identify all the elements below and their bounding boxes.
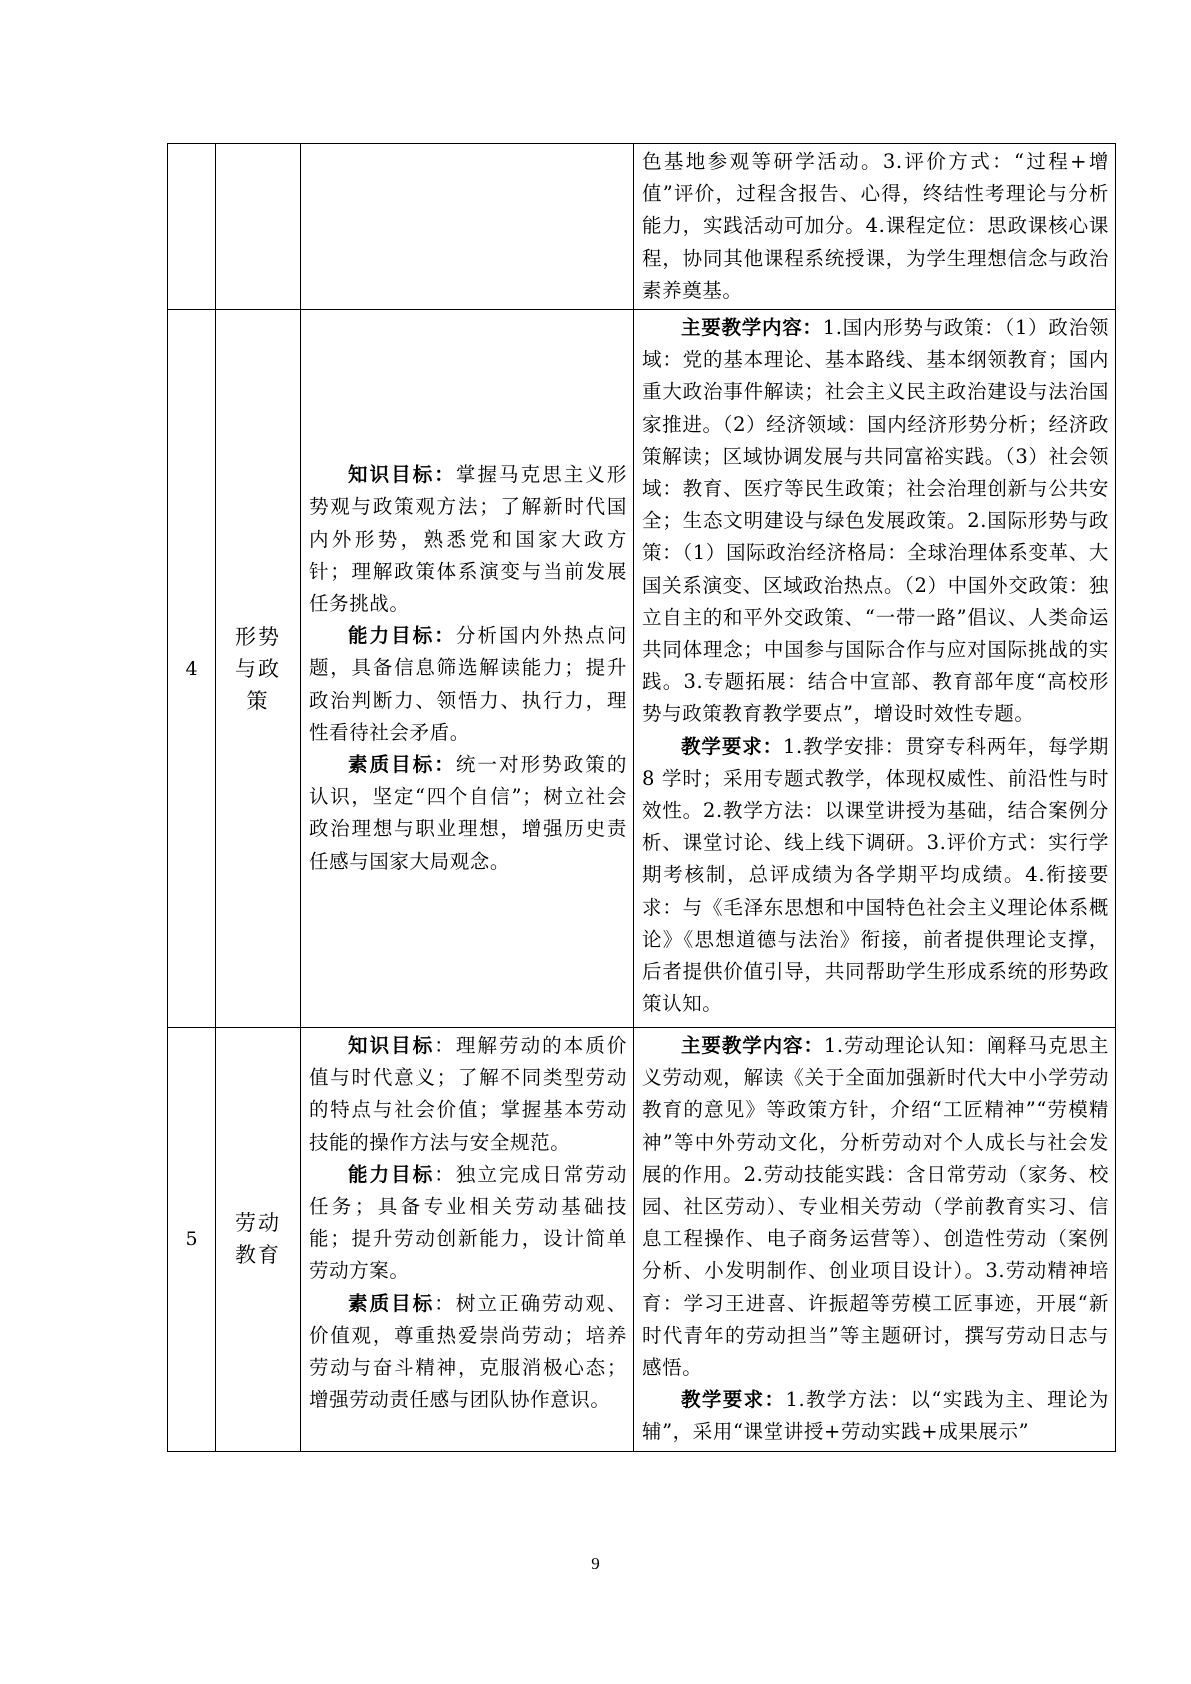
content-paragraph xyxy=(642,1384,1109,1448)
content-body: 1.劳动理论认知：阐释马克思主义劳动观，解读《关于全面加强新时代大中小学劳动教育的意见》等政策方针，介绍“工匠精神”“劳模精神”等中外劳动文化，分析劳动对个人成长与社会发展的作用。2.劳动技能实践：含日常劳动（家务、校园、社区劳动）、专业相关劳动（学前教育实习、信息工程操作、电子商务运营等）、创造性劳动（案例分析、小发明制作、创业项目设计）。3.劳动精神培育：学习王进喜、许振超等劳模工匠事迹，开展“新时代青年的劳动担当”等主题研讨，撰写劳动日志与感悟。 xyxy=(642,1034,1110,1380)
objective-label: 能力目标 xyxy=(348,1162,435,1186)
content-body: 1.国内形势与政策：（1）政治领域：党的基本理论、基本路线、基本纲领教育；国内重大政治事件解读；社会主义民主政治建设与法治国家推进。（2）经济领域：国内经济形势分析；经济政策解读；区域协调发展与共同富裕实践。（3）社会领域：教育、医疗等民生政策；社会治理创新与公共安全；生态文明建设与绿色发展政策。2.国际形势与政策：（1）国际政治经济格局：全球治理体系变革、大国关系演变、区域政治热点。（2）中国外交政策：独立自主的和平外交政策、“一带一路”倡议、人类命运共同体理念；中国参与国际合作与应对国际挑战的实践。3.专题拓展：结合中宣部、教育部年度“高校形势与政策教育教学要点”，增设时效性专题。 xyxy=(642,316,1109,726)
objective-label: 素质目标 xyxy=(348,1291,435,1315)
objective-text: ：树立正确劳动观、价值观，尊重热爱崇尚劳动；培养劳动与奋斗精神，克服消极心态；增强劳动责任感与团队协作意识。 xyxy=(309,1291,627,1412)
objective-text: 分析国内外热点问题，具备信息筛选解读能力；提升政治判断力、领悟力、执行力，理性看待社会矛盾。 xyxy=(309,624,627,744)
course-content-requirements xyxy=(634,1028,1116,1452)
content-text xyxy=(634,1028,1115,1451)
objectives-text xyxy=(301,144,633,148)
page-number: 9 xyxy=(591,1554,600,1573)
course-number: 5 xyxy=(168,1028,216,1452)
objective-paragraph xyxy=(309,749,627,878)
course-objectives xyxy=(301,310,634,1028)
course-objectives xyxy=(301,1028,634,1452)
course-content-requirements xyxy=(634,310,1116,1028)
table-row xyxy=(168,1028,1116,1452)
objectives-text xyxy=(301,457,633,880)
course-number: 4 xyxy=(168,310,216,1028)
objective-paragraph xyxy=(309,1030,627,1159)
content-paragraph xyxy=(642,731,1109,1021)
course-table xyxy=(167,143,1116,1452)
content-text xyxy=(634,144,1115,309)
content-label: 主要教学内容： xyxy=(681,1034,824,1058)
objective-text: 统一对形势政策的认识，坚定“四个自信”；树立社会政治理想与职业理想，增强历史责任感与国家大局观念。 xyxy=(309,753,627,873)
course-name: 形势与政策 xyxy=(235,624,281,713)
table-row xyxy=(168,144,1116,310)
content-paragraph xyxy=(642,1030,1109,1384)
objective-label: 知识目标： xyxy=(348,463,456,487)
course-name-cell xyxy=(216,144,301,310)
objective-paragraph xyxy=(309,620,627,749)
content-paragraph xyxy=(642,146,1109,307)
objective-paragraph xyxy=(309,1159,627,1288)
content-body: 1.教学安排：贯穿专科两年，每学期 8 学时；采用专题式教学，体现权威性、前沿性与时效性。2.教学方法：以课堂讲授为基础，结合案例分析、课堂讨论、线上线下调研。3.评价方式：实行学期考核制，总评成绩为各学期平均成绩。4.衔接要求：与《毛泽东思想和中国特色社会主义理论体系概论》《思想道德与法治》衔接，前者提供理论支撑，后者提供价值引导，共同帮助学生形成系统的形势政策认知。 xyxy=(642,734,1109,1016)
objective-text: ：理解劳动的本质价值与时代意义；了解不同类型劳动的特点与社会价值；掌握基本劳动技能的操作方法与安全规范。 xyxy=(309,1034,627,1154)
course-name: 劳动教育 xyxy=(235,1211,281,1268)
course-objectives xyxy=(301,144,634,310)
course-number xyxy=(168,144,216,310)
content-label: 教学要求： xyxy=(681,734,784,758)
content-paragraph xyxy=(642,312,1109,731)
content-label: 教学要求： xyxy=(681,1388,786,1412)
content-text xyxy=(634,310,1115,1022)
table-row xyxy=(168,310,1116,1028)
objective-label: 能力目标： xyxy=(348,624,456,648)
course-name-cell xyxy=(216,310,301,1028)
course-content-requirements xyxy=(634,144,1116,310)
content-body: 色基地参观等研学活动。3.评价方式：“过程+增值”评价，过程含报告、心得，终结性考理论与分析能力，实践活动可加分。4.课程定位：思政课核心课程，协同其他课程系统授课，为学生理想信念与政治素养奠基。 xyxy=(642,150,1109,302)
course-name-cell xyxy=(216,1028,301,1452)
objective-paragraph xyxy=(309,1288,627,1417)
objective-label: 知识目标 xyxy=(348,1034,435,1058)
objective-paragraph xyxy=(309,459,627,620)
content-label: 主要教学内容： xyxy=(681,316,823,340)
objective-label: 素质目标： xyxy=(348,753,456,777)
objectives-text xyxy=(301,1028,633,1418)
objective-text: ：独立完成日常劳动任务；具备专业相关劳动基础技能；提升劳动创新能力，设计简单劳动方案。 xyxy=(309,1162,627,1283)
content-body: 1.教学方法：以“实践为主、理论为辅”，采用“课堂讲授+劳动实践+成果展示” xyxy=(642,1388,1109,1444)
objective-text: 掌握马克思主义形势观与政策观方法；了解新时代国内外形势，熟悉党和国家大政方针；理解政策体系演变与当前发展任务挑战。 xyxy=(309,463,627,615)
